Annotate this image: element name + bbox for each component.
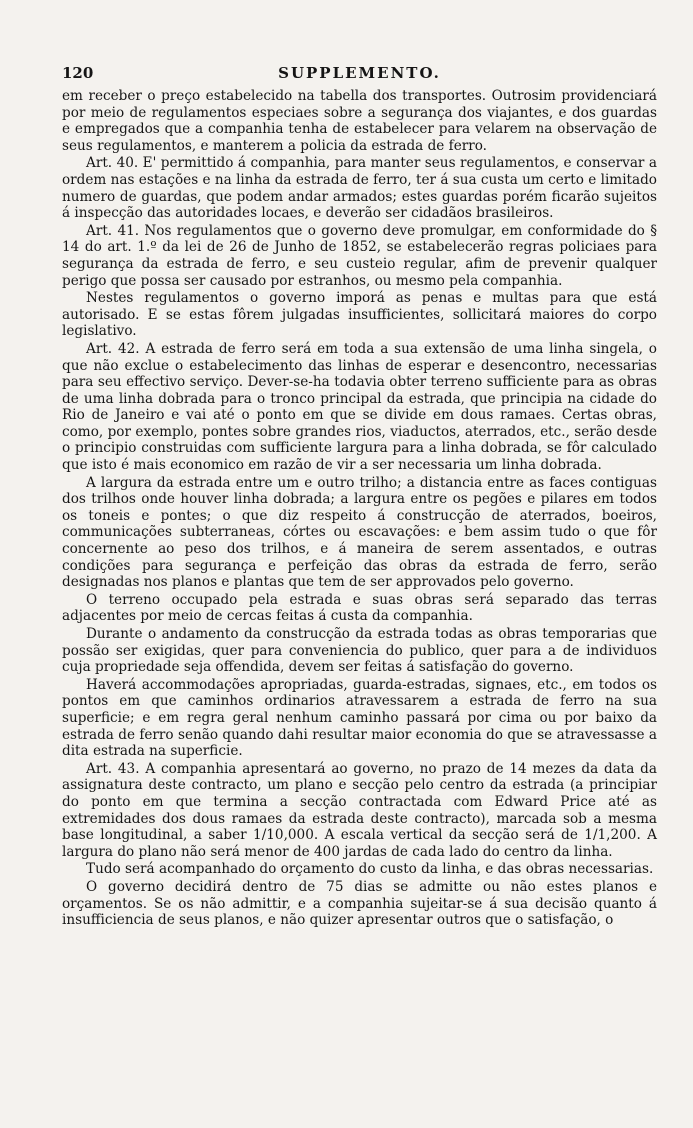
running-head: [62, 64, 657, 86]
paragraph: Tudo será acompanhado do orçamento do custo da linha, e das obras necessarias.: [86, 861, 654, 878]
paragraph-art-41: Art. 41. Nos regulamentos que o governo deve promulgar, em conformidade do § 14 do art. 1.º da lei de 26 de Junho de 1852, se estabelecerão regras policiaes para segurança da estrada de ferro, e seu custeio regular, afim de prevenir qualquer perigo que possa ser causado por estranhos, ou mesmo pela companhia.: [62, 222, 657, 289]
page-number: 120: [62, 64, 94, 82]
paragraph: A largura da estrada entre um e outro trilho; a distancia entre as faces contiguas dos trilhos onde houver linha dobrada; a largura entre os pegões e pilares em todos os toneis e pontes; o que diz respeito á construcção de aterrados, boeiros, communicações subterraneas, córtes ou escavações: e bem assim tudo o que fôr concernente ao peso dos trilhos, e á maneira de serem assentados, e outras condições para segurança e perfeição das obras da estrada de ferro, serão designadas nos planos e plantas que tem de ser approvados pelo governo.: [62, 474, 657, 591]
paragraph-art-40: Art. 40. E' permittido á companhia, para manter seus regulamentos, e conservar a ordem nas estações e na linha da estrada de ferro, ter á sua custa um certo e limitado numero de guardas, que podem andar armados; estes guardas porém ficarão sujeitos á inspecção das autoridades locaes, e deverão ser cidadãos brasileiros.: [62, 155, 657, 222]
body-text: [62, 88, 657, 929]
paragraph: Haverá accommodações apropriadas, guarda-estradas, signaes, etc., em todos os pontos em que caminhos ordinarios atravessarem a estrada de ferro na sua superficie; e em regra geral nenhum caminho passará por cima ou por baixo da estrada de ferro senão quando dahi resultar maior economia do que se atravessasse a dita estrada na superficie.: [62, 676, 657, 760]
paragraph: Nestes regulamentos o governo imporá as penas e multas para que está autorisado. E se estas fôrem julgadas insufficientes, sollicitará maiores do corpo legislativo.: [62, 290, 657, 340]
paragraph: Durante o andamento da construcção da estrada todas as obras temporarias que possão ser exigidas, quer para conveniencia do publico, quer para a de individuos cuja propriedade seja offendida, devem ser feitas á satisfação do governo.: [62, 626, 657, 676]
paragraph-art-43: Art. 43. A companhia apresentará ao governo, no prazo de 14 mezes da data da assignatura deste contracto, um plano e secção pelo centro da estrada (a principiar do ponto em que termina a secção contractada com Edward Price até as extremidades dos dous ramaes da estrada deste contracto), marcada sob a mesma base longitudinal, a saber 1/10,000. A escala vertical da secção será de 1/1,200. A largura do plano não será menor de 400 jardas de cada lado do centro da linha.: [62, 760, 657, 860]
paragraph-continuation: em receber o preço estabelecido na tabella dos transportes. Outrosim providenciará por meio de regulamentos especiaes sobre a segurança dos viajantes, e dos guardas e empregados que a companhia tenha de estabelecer para velarem na observação de seus regulamentos, e manterem a policia da estrada de ferro.: [62, 88, 657, 154]
paragraph: O terreno occupado pela estrada e suas obras será separado das terras adjacentes por meio de cercas feitas á custa da companhia.: [62, 591, 657, 625]
paragraph-art-42: Art. 42. A estrada de ferro será em toda a sua extensão de uma linha singela, o que não exclue o estabelecimento das linhas de esperar e desencontro, necessarias para seu effectivo serviço. Dever-se-ha todavia obter terreno sufficiente para as obras de uma linha dobrada para o tronco principal da estrada, que principia na cidade do Rio de Janeiro e vai até o ponto em que se divide em dous ramaes. Certas obras, como, por exemplo, pontes sobre grandes rios, viaductos, aterrados, etc., serão desde o principio construidas com sufficiente largura para a linha dobrada, se fôr calculado que isto é mais economico em razão de vir a ser necessaria um linha dobrada.: [62, 340, 657, 474]
paragraph: O governo decidirá dentro de 75 dias se admitte ou não estes planos e orçamentos. Se os não admittir, e a companhia sujeitar-se á sua decisão quanto á insufficiencia de seus planos, e não quizer apresentar outros que o satisfação, o: [62, 878, 657, 929]
running-title: SUPPLEMENTO.: [278, 64, 441, 82]
